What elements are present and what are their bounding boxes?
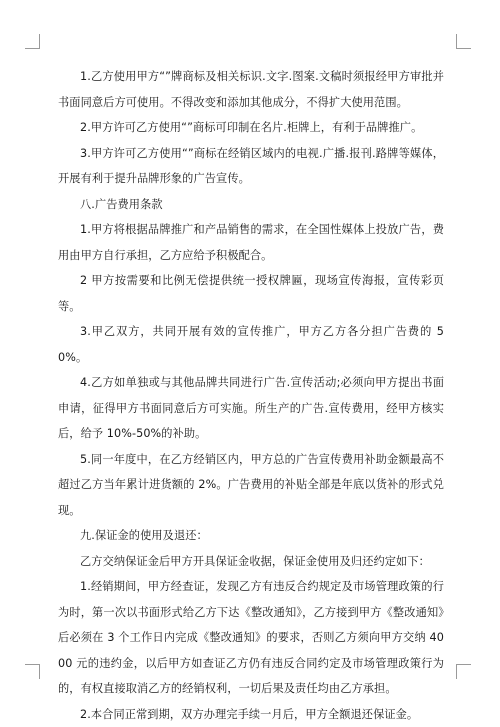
- clause-free-signage: 2 甲方按需要和比例无偿提供统一授权牌匾，现场宣传海报，宣传彩页等。: [58, 268, 444, 319]
- clause-trademark-usage-approval: 1.乙方使用甲方“”牌商标及相关标识.文字.图案.文稿时须报经甲方审批并书面同意后方可使用。不得改变和添加其他成分，不得扩大使用范围。: [58, 64, 444, 115]
- document-body: [58, 64, 444, 727]
- crop-mark-bottom-left: [25, 664, 40, 679]
- clause-deposit-refund: 2.本合同正常到期，双方办理完手续一月后，甲方全额退还保证金。: [58, 702, 444, 727]
- clause-independent-advertising: 4.乙方如单独或与其他品牌共同进行广告.宣传活动;必须向甲方提出书面申请，征得甲方书面同意后方可实施。所生产的广告.宣传费用，经甲方核实后，给予 10%-50%的补助。: [58, 370, 444, 447]
- clause-trademark-media-advertising: 3.甲方许可乙方使用“”商标在经销区域内的电视.广播.报刊.路牌等媒体，开展有利于提升品牌形象的广告宣传。: [58, 141, 444, 192]
- crop-mark-top-left: [25, 34, 40, 49]
- crop-mark-bottom-right: [456, 664, 471, 679]
- clause-rectification-notice: 1.经销期间，甲方经查证，发现乙方有违反合约规定及市场管理政策的行为时，第一次以书面形式给乙方下达《整改通知》，乙方接到甲方《整改通知》后必须在 3 个工作日内完成《整改通知》的要求，否则乙方须向甲方交纳 4000 元的违约金，以后甲方如查证乙方仍有违反合同约定及市场管理政策行为的，有权直接取消乙方的经销权利，一切后果及责任均由乙方承担。: [58, 574, 444, 702]
- clause-shared-promotion: 3.甲乙双方，共同开展有效的宣传推广，甲方乙方各分担广告费的 50%。: [58, 319, 444, 370]
- clause-trademark-business-cards: 2.甲方许可乙方使用“”商标可印制在名片.柜牌上，有利于品牌推广。: [58, 115, 444, 141]
- crop-mark-top-right: [456, 34, 471, 49]
- clause-deposit-receipt: 乙方交纳保证金后甲方开具保证金收据，保证金使用及归还约定如下：: [58, 549, 444, 575]
- clause-annual-subsidy-cap: 5.同一年度中，在乙方经销区内，甲方总的广告宣传费用补助金额最高不超过乙方当年累计进货额的 2%。广告费用的补贴全部是年底以货补的形式兑现。: [58, 447, 444, 524]
- section-heading-advertising-fees: 八.广告费用条款: [58, 192, 444, 218]
- section-heading-deposit: 九.保证金的使用及退还：: [58, 523, 444, 549]
- clause-national-advertising: 1.甲方将根据品牌推广和产品销售的需求，在全国性媒体上投放广告，费用由甲方自行承担，乙方应给予积极配合。: [58, 217, 444, 268]
